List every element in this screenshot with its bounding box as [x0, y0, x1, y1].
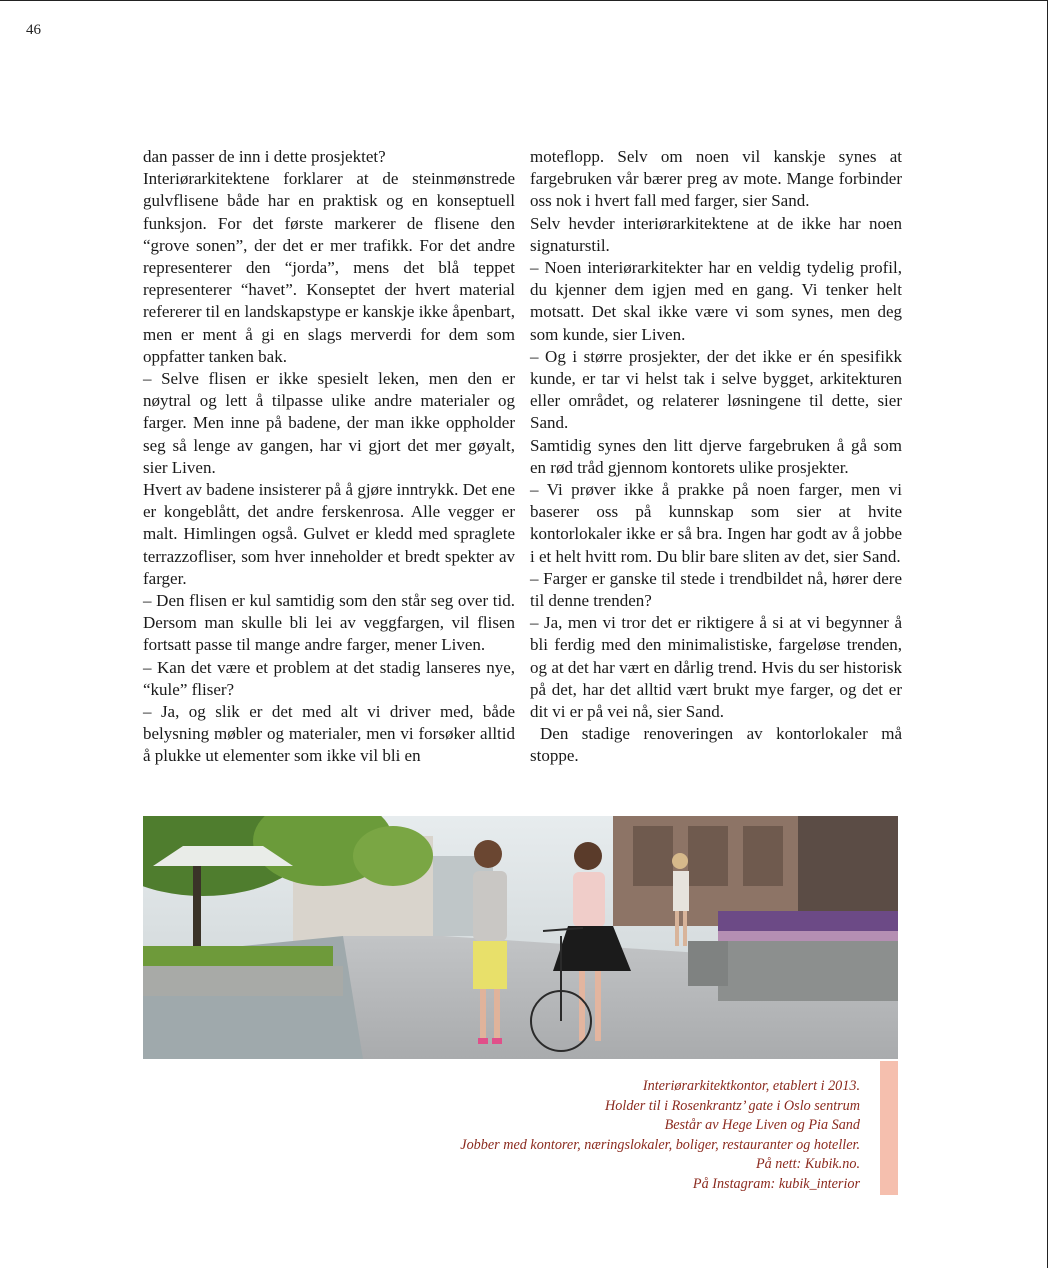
caption-accent-bar	[880, 1061, 898, 1195]
caption-line: Jobber med kontorer, næringslokaler, boliger, restauranter og hoteller.	[460, 1136, 860, 1153]
paragraph: – Den flisen er kul samtidig som den står seg over tid. Dersom man skulle bli lei av veggfargen, vil flisen fortsatt passe til mange andre farger, mener Liven.	[143, 591, 515, 655]
paragraph: – Farger er ganske til stede i trendbildet nå, hører dere til denne trenden?	[530, 568, 902, 611]
caption-line: Holder til i Rosenkrantz’ gate i Oslo sentrum	[605, 1097, 860, 1114]
article-column-left	[143, 146, 515, 768]
paragraph: – Ja, og slik er det med alt vi driver med, både belysning møbler og materialer, men vi forsøker alltid å plukke ut elementer som ikke vil bli en	[143, 702, 515, 766]
street-photo	[143, 816, 898, 1059]
paragraph: Samtidig synes den litt djerve fargebruken å gå som en rød tråd gjennom kontorets ulike prosjekter.	[530, 435, 902, 477]
paragraph: – Vi prøver ikke å prakke på noen farger, men vi baserer oss på kunnskap som sier at hvite kontorlokaler ikke er så bra. Ingen har godt av å jobbe i et helt hvitt rom. Du blir bare sliten av det, sier Sand.	[530, 480, 902, 566]
paragraph: – Selve flisen er ikke spesielt leken, men den er nøytral og lett å tilpasse ulike andre materialer og farger. Men inne på badene, der man ikke oppholder seg så lenge av gangen, har vi gjort det mer gøyalt, sier Liven.	[143, 369, 515, 477]
paragraph: Hvert av badene insisterer på å gjøre inntrykk. Det ene er kongeblått, det andre ferskenrosa. Alle vegger er malt. Himlingen også. Gulvet er kledd med spraglete terrazzofliser, som hver inneholder et bredt spekter av farger.	[143, 480, 515, 588]
article-column-right	[530, 146, 902, 768]
paragraph: Selv hevder interiørarkitektene at de ikke har noen signaturstil.	[530, 213, 902, 255]
paragraph: – Noen interiørarkitekter har en veldig tydelig profil, du kjenner dem igjen med en gang. Vi tenker helt motsatt. Det skal ikke være vi som synes, men deg som kunde, sier Liven.	[530, 258, 902, 344]
page-number: 46	[26, 22, 41, 38]
info-caption	[460, 1077, 860, 1195]
paragraph: Interiørarkitektene forklarer at de steinmønstrede gulvflisene både har en praktisk og en konseptuell funksjon. For det første markerer de flisene den “grove sonen”, der det er mer trafikk. For det andre representerer den “jorda”, mens det blå teppet representerer “havet”. Konseptet der hvert material refererer til en landskapstype er kanskje ikke åpenbart, men er ment å gi en slags merverdi for dem som oppfatter tanken bak.	[143, 169, 515, 366]
paragraph: – Ja, men vi tror det er riktigere å si at vi begynner å bli ferdig med den minimalistiske, fargeløse trenden, og at det har vært en dårlig trend. Hvis du ser historisk på det, har det alltid vært brukt mye farger, og det er dit vi er på vei nå, sier Sand.	[530, 613, 902, 722]
paragraph: – Og i større prosjekter, der det ikke er én spesifikk kunde, er tar vi helst tak i selve bygget, arkitekturen eller området, og relaterer løsningene til dette, sier Sand.	[530, 346, 902, 433]
paragraph: – Kan det være et problem at det stadig lanseres nye, “kule” fliser?	[143, 657, 515, 699]
paragraph: Den stadige renoveringen av kontorlokaler må stoppe.	[530, 724, 902, 766]
caption-line: Består av Hege Liven og Pia Sand	[664, 1117, 860, 1134]
caption-line: Interiørarkitektkontor, etablert i 2013.	[642, 1078, 860, 1094]
caption-line: På Instagram: kubik_interior	[692, 1175, 860, 1192]
paragraph: moteflopp. Selv om noen vil kanskje synes at fargebruken vår bærer preg av mote. Mange forbinder oss nok i hvert fall med farger, sier Sand.	[530, 147, 902, 211]
paragraph: dan passer de inn i dette prosjektet?	[143, 147, 386, 166]
caption-line: På nett: Kubik.no.	[755, 1156, 860, 1173]
